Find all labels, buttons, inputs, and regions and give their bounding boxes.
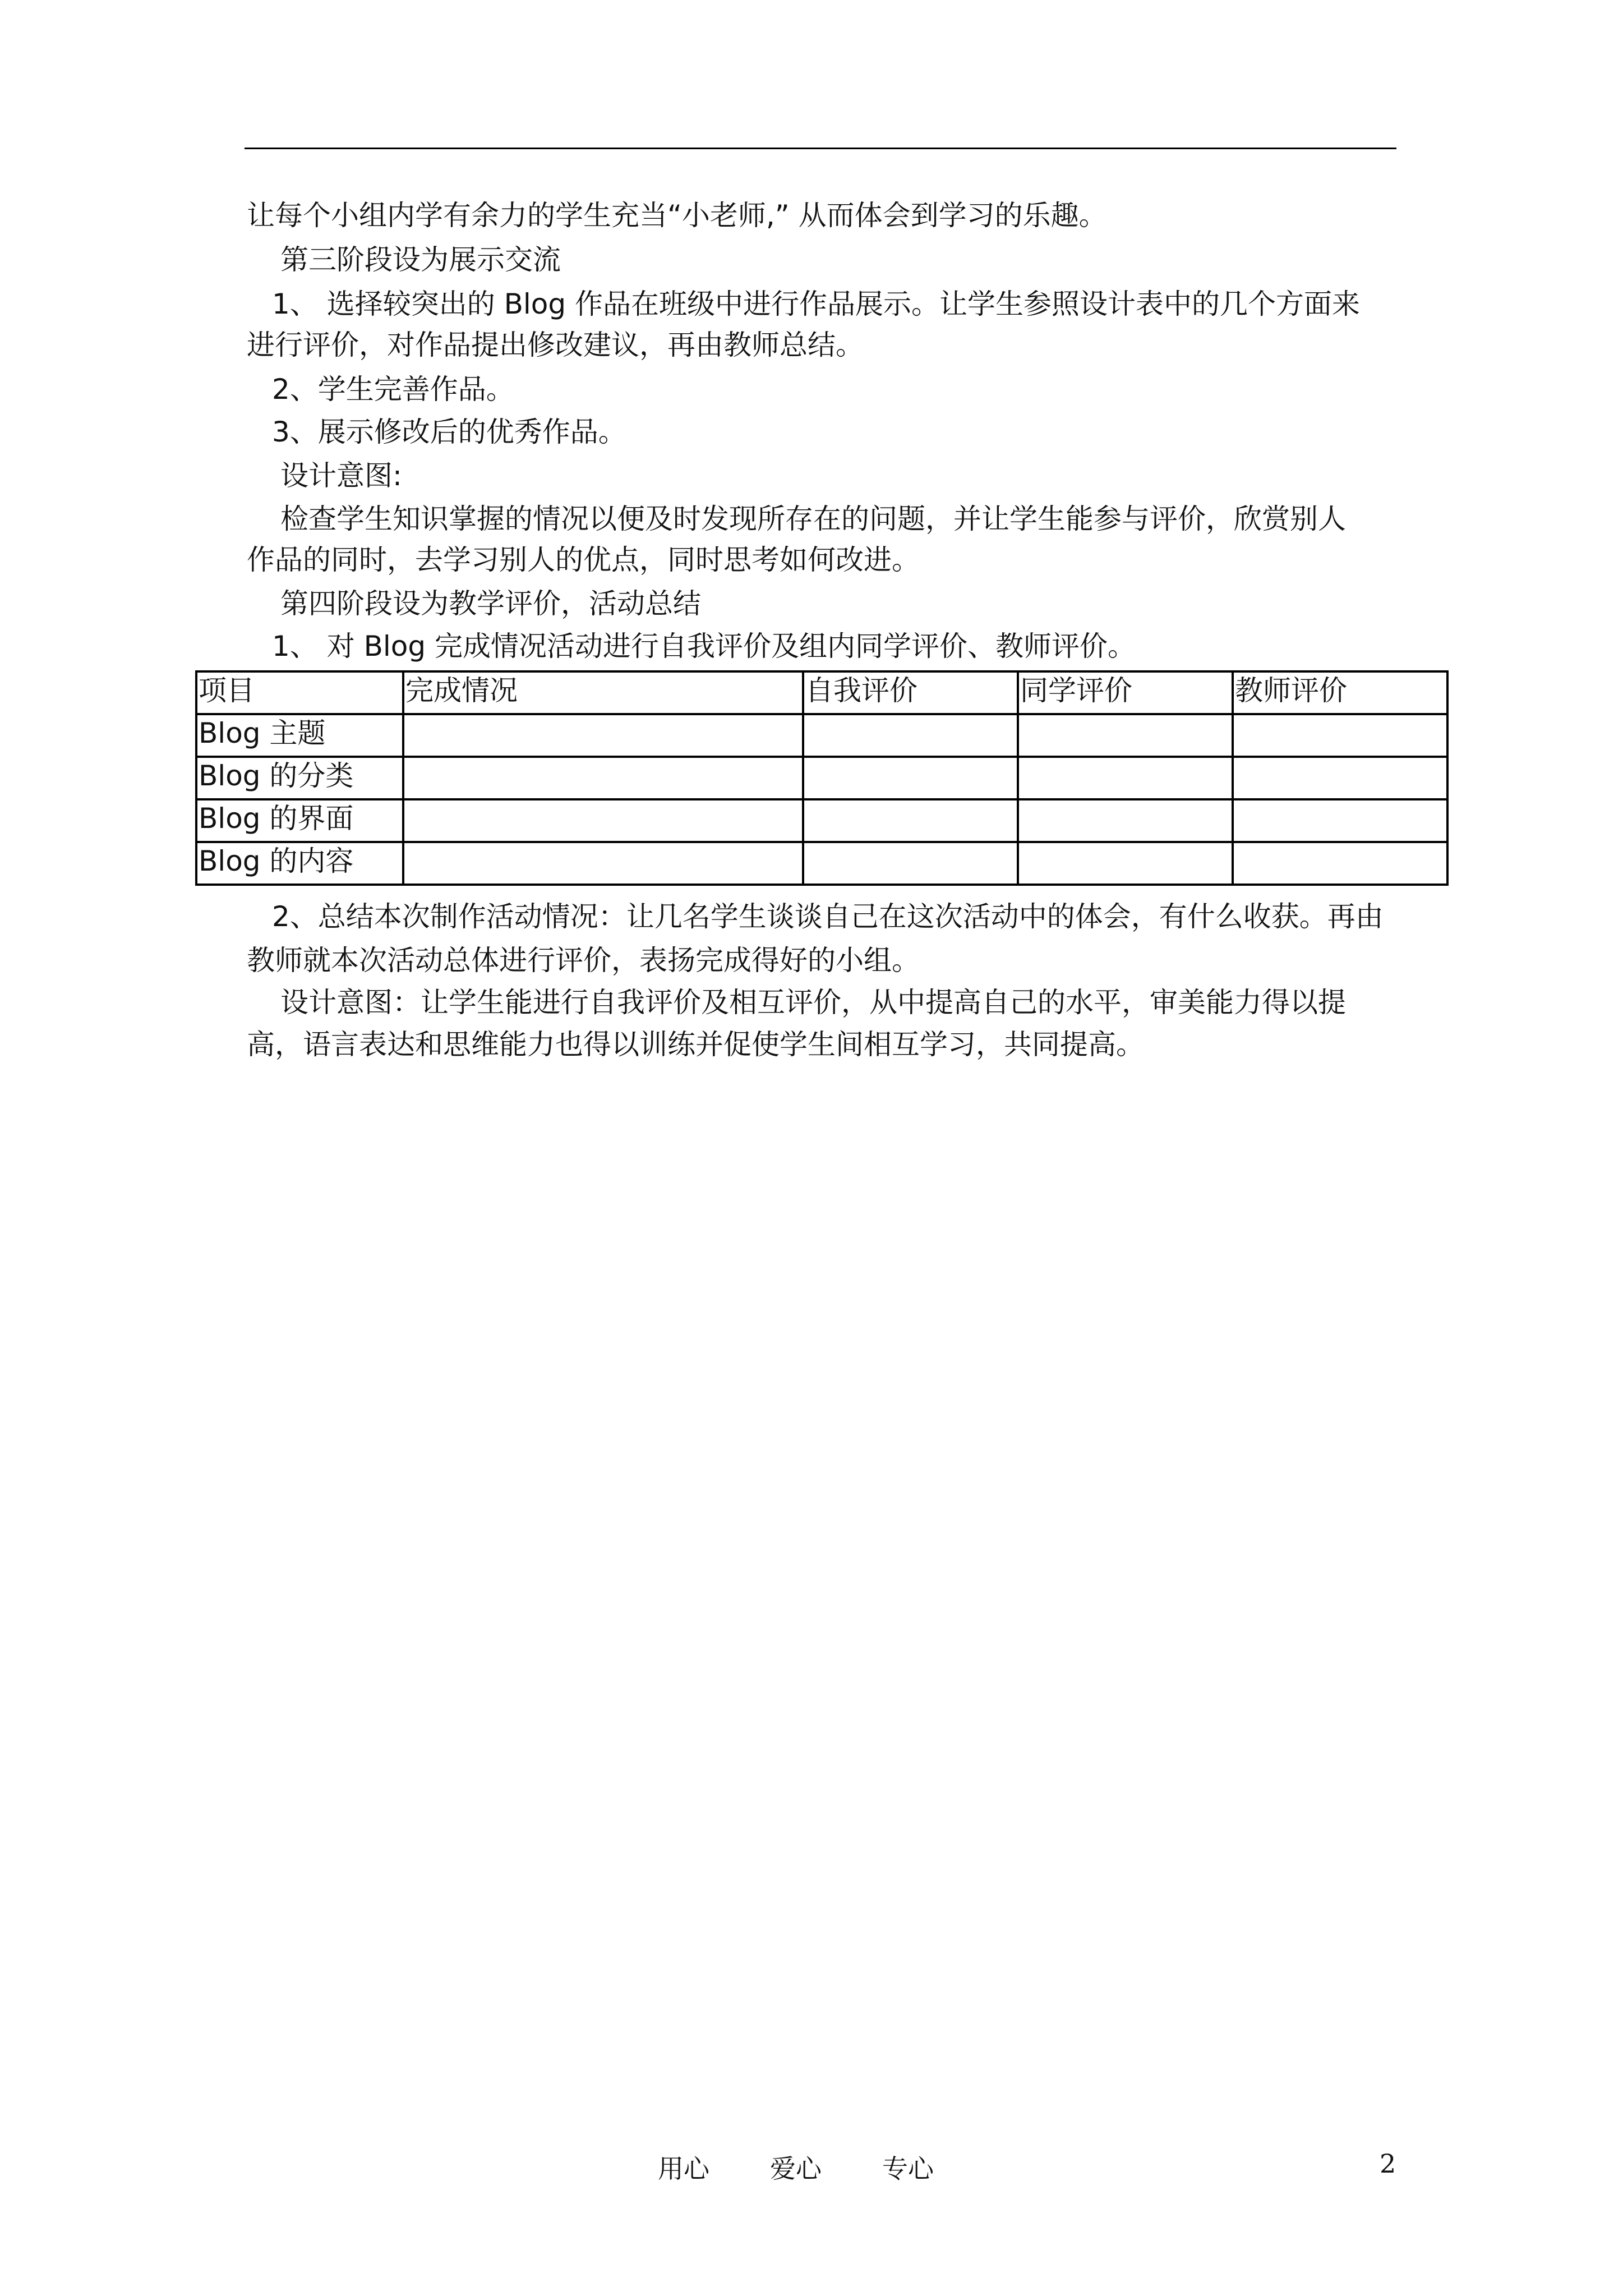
table-row [196,842,1447,885]
table-cell [403,842,803,885]
paragraph-line: 检查学生知识掌握的情况以便及时发现所存在的问题，并让学生能参与评价，欣赏别人 [280,503,1346,535]
column-header: 项目 [196,671,403,714]
table-cell [803,799,1018,842]
table-cell [1018,799,1233,842]
paragraph-line: 作品的同时，去学习别人的优点，同时思考如何改进。 [247,544,920,576]
footer-motto-2: 爱心 [770,2154,822,2184]
table-cell: Blog 的内容 [196,842,403,885]
paragraph-line: 教师就本次活动总体进行评价，表扬完成得好的小组。 [247,944,920,977]
header-rule [245,148,1396,149]
table-cell [1233,799,1447,842]
footer-motto-1: 用心 [658,2154,709,2184]
footer-motto-3: 专心 [882,2154,934,2184]
paragraph-line: 进行评价，对作品提出修改建议，再由教师总结。 [247,329,864,361]
table-cell [803,757,1018,799]
table-cell: Blog 的分类 [196,757,403,799]
paragraph-line: 3、展示修改后的优秀作品。 [272,416,626,448]
table-cell [1018,757,1233,799]
column-header: 自我评价 [803,671,1018,714]
column-header: 教师评价 [1233,671,1447,714]
table-cell [403,714,803,757]
table-cell [403,757,803,799]
table-header-row [196,671,1447,714]
table-cell [1233,714,1447,757]
design-intent-paragraph: 设计意图：让学生能进行自我评价及相互评价，从中提高自己的水平，审美能力得以提 [280,986,1346,1019]
table-cell: Blog 主题 [196,714,403,757]
evaluation-table [195,670,1449,886]
page-number: 2 [1380,2148,1396,2179]
paragraph-line: 2、学生完善作品。 [272,373,514,406]
column-header: 同学评价 [1018,671,1233,714]
table-cell [1233,757,1447,799]
paragraph-line: 1、 选择较突出的 Blog 作品在班级中进行作品展示。让学生参照设计表中的几个方面来 [272,288,1361,320]
paragraph-line: 高，语言表达和思维能力也得以训练并促使学生间相互学习，共同提高。 [247,1028,1144,1061]
table-cell [1018,842,1233,885]
table-cell [803,842,1018,885]
design-intent-label: 设计意图: [280,459,402,492]
table-row [196,714,1447,757]
column-header: 完成情况 [403,671,803,714]
paragraph-line: 2、总结本次制作活动情况：让几名学生谈谈自己在这次活动中的体会，有什么收获。再由 [272,900,1384,933]
paragraph-line: 1、 对 Blog 完成情况活动进行自我评价及组内同学评价、教师评价。 [272,630,1136,662]
paragraph-line: 让每个小组内学有余力的学生充当“小老师,” 从而体会到学习的乐趣。 [247,199,1107,232]
table-cell [403,799,803,842]
section-heading-stage-4: 第四阶段设为教学评价，活动总结 [280,587,701,620]
section-heading-stage-3: 第三阶段设为展示交流 [280,243,561,276]
table-cell [803,714,1018,757]
table-cell [1018,714,1233,757]
table-row [196,799,1447,842]
table-cell: Blog 的界面 [196,799,403,842]
table-cell [1233,842,1447,885]
table-row [196,757,1447,799]
